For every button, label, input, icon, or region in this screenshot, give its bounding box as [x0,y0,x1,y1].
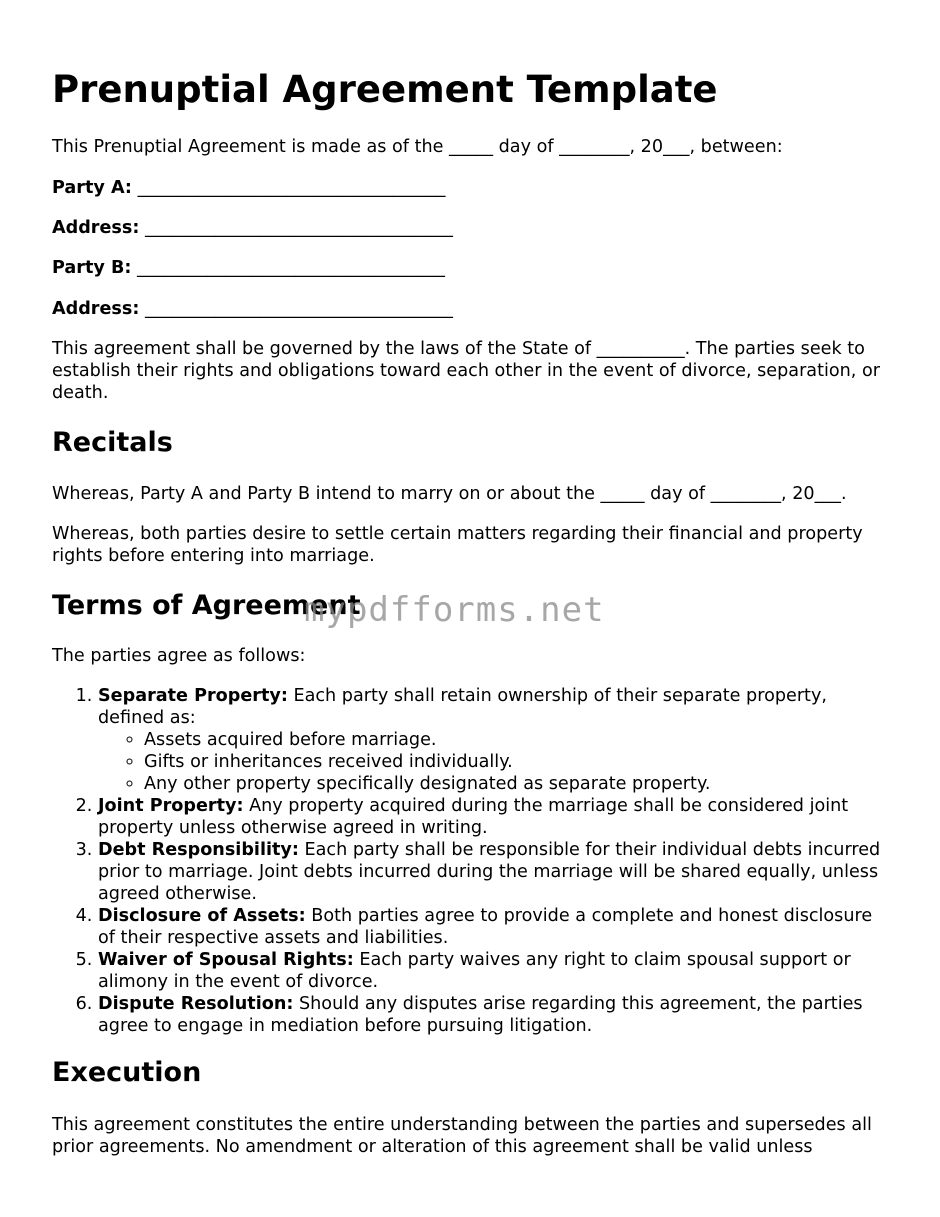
party-a-address-field [52,217,892,239]
terms-heading: Terms of Agreement [52,590,361,621]
term-text: Each party shall be responsible for their individual debts incurred prior to marriage. Joint debts incurred during the marriage will be shared equally, unless agreed otherwise. [98,840,881,904]
sublist-item: ◦ Any other property specifically designated as separate property. [144,773,892,795]
recital-paragraph-2: Whereas, both parties desire to settle certain matters regarding their financial and property rights before entering into marriage. [52,524,863,566]
term-label: Waiver of Spousal Rights: [98,950,354,970]
party-a-address-label: Address: [52,218,140,238]
term-label: Dispute Resolution: [98,994,294,1014]
party-b-field [52,257,892,279]
term-label: Disclosure of Assets: [98,906,306,926]
term-label: Debt Responsibility: [98,840,299,860]
term-text: Each party shall retain ownership of their separate property, defined as: [98,686,827,728]
term-text: Both parties agree to provide a complete and honest disclosure of their respective assets and liabilities. [98,906,873,948]
party-a-label: Party A: [52,178,132,198]
party-b-blank: ___________________________________ [137,258,445,278]
term-text: Each party waives any right to claim spousal support or alimony in the event of divorce. [98,950,851,992]
terms-intro: The parties agree as follows: [52,646,306,666]
party-b-address-field [52,298,892,320]
sublist-item: ◦ Assets acquired before marriage. [144,729,892,751]
party-b-address-label: Address: [52,299,140,319]
term-item-debt-responsibility [98,839,892,905]
execution-heading: Execution [52,1057,202,1088]
recitals-heading: Recitals [52,427,173,458]
party-a-blank: ___________________________________ [137,178,446,198]
term-item-dispute-resolution [98,993,892,1037]
governing-law-paragraph: This agreement shall be governed by the laws of the State of __________. The parties seek to establish their rights and obligations toward each other in the event of divorce, separation, or death. [52,339,880,403]
term-item-disclosure-of-assets [98,905,892,949]
watermark: mypdfforms.net [304,590,605,630]
term-item-separate-property [98,685,892,795]
term-text: Should any disputes arise regarding this agreement, the parties agree to engage in mediation before pursuing litigation. [98,994,863,1036]
sublist-item: ◦ Gifts or inheritances received individually. [144,751,892,773]
party-a-address-blank: ___________________________________ [145,218,453,238]
terms-list [52,685,892,1037]
page-title: Prenuptial Agreement Template [52,68,718,111]
party-b-address-blank: ___________________________________ [145,299,453,319]
term-item-waiver-of-spousal-rights [98,949,892,993]
separate-property-sublist [98,729,892,795]
term-label: Separate Property: [98,686,288,706]
party-b-label: Party B: [52,258,132,278]
execution-paragraph: This agreement constitutes the entire understanding between the parties and supersedes all prior agreements. No amendment or alteration of this agreement shall be valid unless [52,1115,872,1157]
term-text: Any property acquired during the marriage shall be considered joint property unless otherwise agreed in writing. [98,796,849,838]
recital-paragraph-1: Whereas, Party A and Party B intend to marry on or about the _____ day of ________, 20___. [52,484,847,504]
term-label: Joint Property: [98,796,244,816]
party-a-field [52,177,892,199]
intro-paragraph: This Prenuptial Agreement is made as of the _____ day of ________, 20___, between: [52,137,783,157]
term-item-joint-property [98,795,892,839]
